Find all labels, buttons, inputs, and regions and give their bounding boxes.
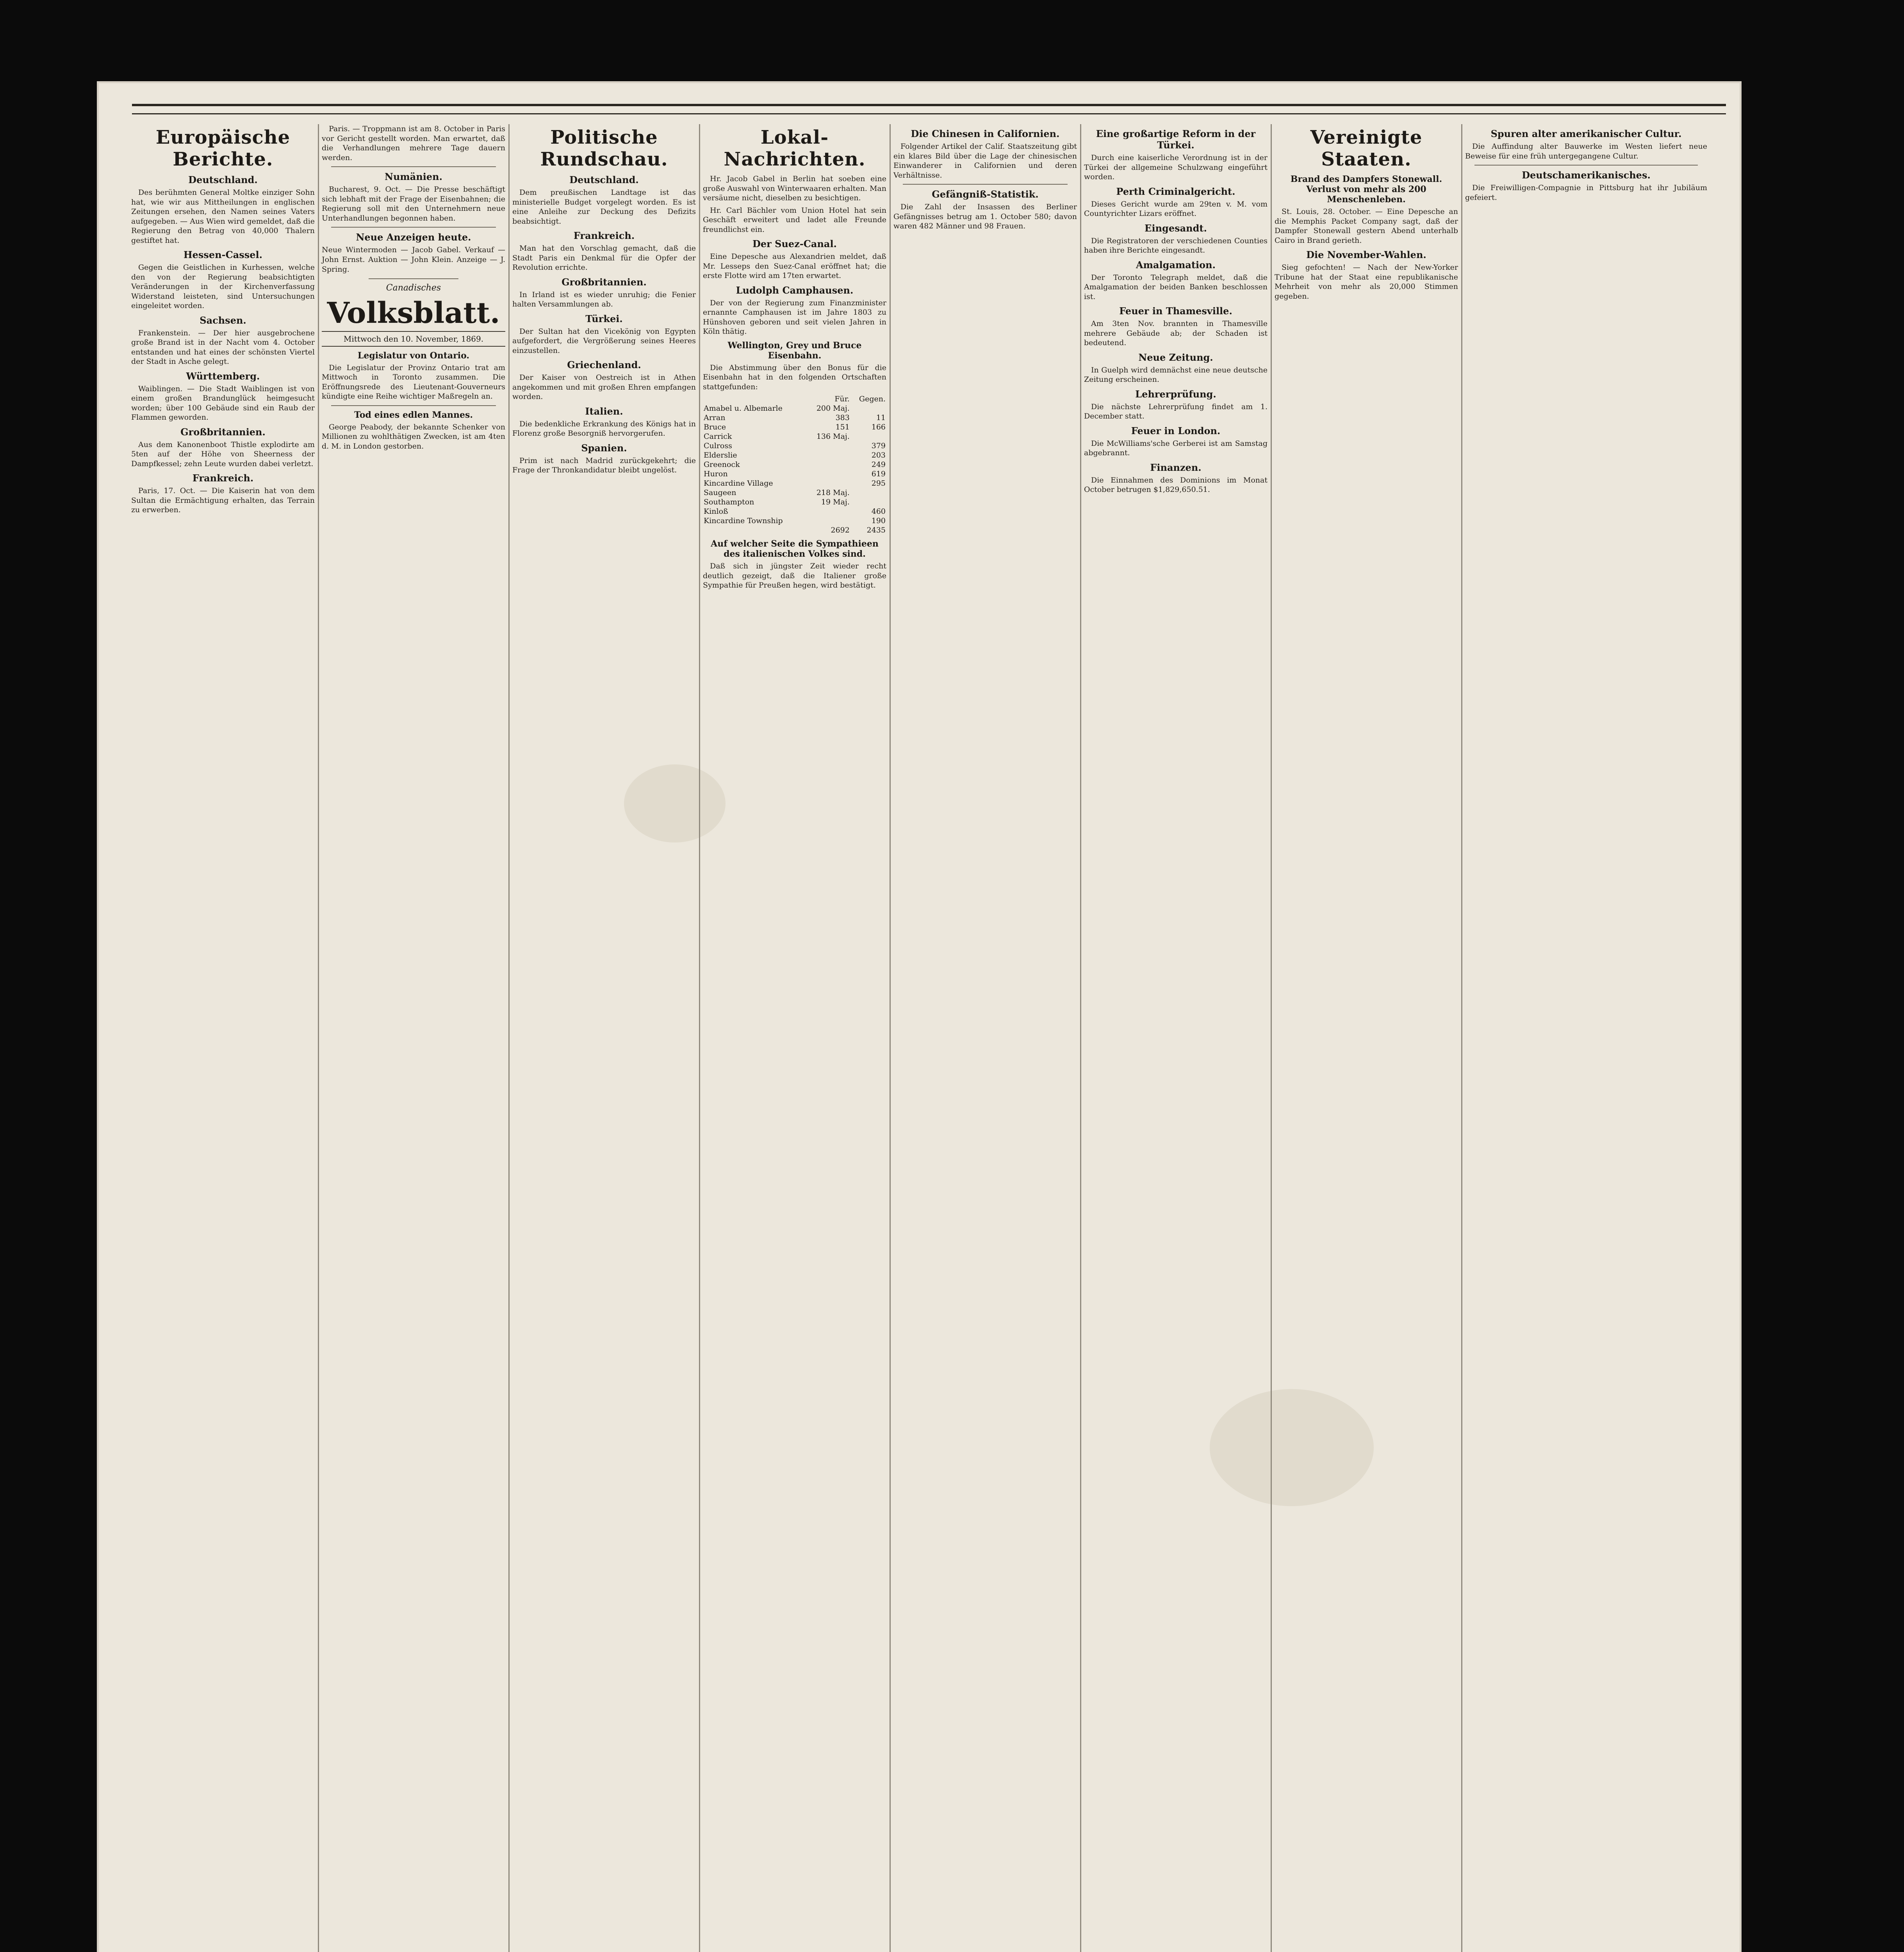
article-text: Am 3ten Nov. brannten in Thamesville mehrere Gebäude ab; der Schaden ist bedeutend. bbox=[1084, 319, 1268, 347]
table-row bbox=[703, 460, 886, 469]
table-header: Gegen. bbox=[859, 395, 886, 403]
table-cell: 190 bbox=[871, 516, 886, 525]
table-cell: Bruce bbox=[704, 423, 726, 431]
article-text: Der von der Regierung zum Finanzminister ernannte Camphausen ist im Jahre 1803 zu Hünshoven geboren und seit vielen Jahren in Köln thätig. bbox=[703, 298, 886, 336]
table-cell: Saugeen bbox=[704, 488, 736, 497]
article-text: Die Freiwilligen-Compagnie in Pittsburg hat ihr Jubiläum gefeiert. bbox=[1465, 183, 1707, 202]
masthead-dateline: Mittwoch den 10. November, 1869. bbox=[322, 331, 505, 347]
section-heading: Brand des Dampfers Stonewall. Verlust von mehr als 200 Menschenleben. bbox=[1290, 174, 1442, 205]
table-cell: 379 bbox=[871, 442, 886, 450]
column-political-review bbox=[509, 124, 700, 1952]
table-cell: Elderslie bbox=[704, 451, 737, 460]
table-row bbox=[703, 441, 886, 451]
ads-list: Neue Wintermoden — Jacob Gabel. Verkauf — John Ernst. Auktion — John Klein. Anzeige — J. Spring. bbox=[322, 246, 505, 274]
section-heading: Amalgamation. bbox=[1136, 259, 1216, 271]
section-heading: Wellington, Grey und Bruce Eisenbahn. bbox=[727, 340, 862, 361]
table-cell: 136 Maj. bbox=[816, 432, 850, 441]
article-text: Der Toronto Telegraph meldet, daß die Amalgamation der beiden Banken beschlossen ist. bbox=[1084, 273, 1268, 301]
top-rule bbox=[132, 104, 1726, 114]
table-row bbox=[703, 413, 886, 422]
article-text: Die nächste Lehrerprüfung findet am 1. December statt. bbox=[1084, 402, 1268, 420]
table-cell: 166 bbox=[871, 423, 886, 431]
table-cell: 218 Maj. bbox=[816, 488, 850, 497]
table-row bbox=[703, 451, 886, 460]
table-cell bbox=[806, 460, 850, 469]
section-heading: Deutschland. bbox=[188, 174, 258, 185]
table-cell bbox=[806, 451, 850, 460]
article-text: Die Zahl der Insassen des Berliner Gefängnisses betrug am 1. October 580; davon waren 482 Männer und 98 Frauen. bbox=[893, 203, 1077, 230]
article-text: In Irland ist es wieder unruhig; die Fenier halten Versammlungen ab. bbox=[512, 290, 696, 308]
table-cell: Huron bbox=[704, 470, 728, 478]
table-cell: 619 bbox=[871, 470, 886, 478]
section-heading: Die Chinesen in Californien. bbox=[911, 128, 1060, 139]
column-local-news bbox=[700, 124, 891, 1952]
table-row bbox=[703, 507, 886, 516]
article-text: Frankenstein. — Der hier ausgebrochene große Brand ist in der Nacht vom 4. October entstanden und hat eines der schönsten Viertel der Stadt in Asche gelegt. bbox=[131, 328, 315, 366]
table-cell: Carrick bbox=[704, 432, 732, 441]
table-row bbox=[703, 479, 886, 488]
table-cell bbox=[850, 488, 886, 497]
article-text: Hr. Carl Bächler vom Union Hotel hat sein Geschäft erweitert und ladet alle Freunde freundlichst ein. bbox=[703, 206, 886, 234]
table-cell: 11 bbox=[876, 413, 886, 422]
section-heading: Feuer in Thamesville. bbox=[1119, 305, 1232, 317]
section-heading: Numänien. bbox=[385, 171, 442, 182]
article-text: Dieses Gericht wurde am 29ten v. M. vom Countyrichter Lizars eröffnet. bbox=[1084, 199, 1268, 218]
table-header bbox=[703, 394, 806, 404]
masthead-title: Volksblatt. bbox=[327, 296, 500, 330]
column-turkey-reform bbox=[1081, 124, 1272, 1952]
section-heading: Deutschamerikanisches. bbox=[1522, 169, 1651, 181]
article-text: Die Registratoren der verschiedenen Counties haben ihre Berichte eingesandt. bbox=[1084, 236, 1268, 255]
table-row bbox=[703, 432, 886, 441]
table-cell bbox=[850, 404, 886, 413]
article-text: Die Einnahmen des Dominions im Monat October betrugen $1,829,650.51. bbox=[1084, 476, 1268, 494]
article-text: George Peabody, der bekannte Schenker von Millionen zu wohlthätigen Zwecken, ist am 4ten d. M. in London gestorben. bbox=[322, 422, 505, 451]
column-paris-masthead bbox=[319, 124, 510, 1952]
table-cell: Southampton bbox=[704, 498, 754, 506]
section-heading: Spuren alter amerikanischer Cultur. bbox=[1490, 128, 1682, 139]
section-heading: Tod eines edlen Mannes. bbox=[354, 410, 473, 420]
section-heading: Frankreich. bbox=[192, 472, 254, 484]
article-text: Daß sich in jüngster Zeit wieder recht deutlich gezeigt, daß die Italiener große Sympathie für Preußen hegen, wird bestätigt. bbox=[703, 562, 886, 590]
table-header-row bbox=[703, 394, 886, 404]
article-text: Die bedenkliche Erkrankung des Königs hat in Florenz große Besorgniß hervorgerufen. bbox=[512, 419, 696, 438]
table-cell: Kinloß bbox=[704, 507, 728, 516]
article-text: Die Abstimmung über den Bonus für die Eisenbahn hat in den folgenden Ortschaften stattgefunden: bbox=[703, 363, 886, 391]
table-cell: Kincardine Township bbox=[704, 516, 783, 525]
section-heading: Lehrerprüfung. bbox=[1135, 388, 1216, 400]
section-heading: Finanzen. bbox=[1150, 461, 1202, 473]
divider bbox=[1474, 165, 1698, 166]
divider bbox=[369, 278, 458, 279]
section-heading: Türkei. bbox=[585, 313, 623, 324]
table-cell bbox=[850, 497, 886, 507]
article-text: Der Kaiser von Oestreich ist in Athen angekommen und mit großen Ehren empfangen worden. bbox=[512, 373, 696, 401]
table-cell bbox=[806, 441, 850, 451]
table-cell: 460 bbox=[871, 507, 886, 516]
table-row bbox=[703, 516, 886, 525]
article-text: Man hat den Vorschlag gemacht, daß die Stadt Paris ein Denkmal für die Opfer der Revolution errichte. bbox=[512, 244, 696, 272]
section-heading: Hessen-Cassel. bbox=[183, 249, 263, 260]
section-heading: Neue Anzeigen heute. bbox=[356, 232, 471, 243]
article-text: Sieg gefochten! — Nach der New-Yorker Tribune hat der Staat eine republikanische Mehrheit von mehr als 20,000 Stimmen gegeben. bbox=[1275, 263, 1458, 301]
section-heading: Griechenland. bbox=[567, 359, 641, 370]
newspaper-page bbox=[97, 81, 1742, 1952]
section-heading: Württemberg. bbox=[186, 370, 260, 382]
table-cell bbox=[806, 479, 850, 488]
article-text: Des berühmten General Moltke einziger Sohn hat, wie wir aus Mittheilungen in englischen Zeitungen ersehen, den Namen seines Vaters aufgegeben. — Aus Wien wird gemeldet, daß die Regierung den Betrag von 40,000 Thalern gestiftet hat. bbox=[131, 188, 315, 245]
table-cell: 151 bbox=[835, 423, 850, 431]
article-text: In Guelph wird demnächst eine neue deutsche Zeitung erscheinen. bbox=[1084, 365, 1268, 384]
column-us-continued bbox=[1462, 124, 1710, 1952]
section-heading: Sachsen. bbox=[200, 314, 246, 326]
table-cell: 2692 bbox=[831, 526, 850, 534]
column-european-reports bbox=[128, 124, 319, 1952]
column-title: Vereinigte Staaten. bbox=[1310, 126, 1423, 170]
table-cell bbox=[806, 516, 850, 525]
section-heading: Ludolph Camphausen. bbox=[736, 284, 854, 296]
article-text: St. Louis, 28. October. — Eine Depesche an die Memphis Packet Company sagt, daß der Dampfer Stonewall gestern Abend unterhalb Cairo in Brand gerieth. bbox=[1275, 207, 1458, 245]
section-heading: Perth Criminalgericht. bbox=[1116, 185, 1235, 197]
divider bbox=[331, 166, 496, 167]
section-heading: Neue Zeitung. bbox=[1138, 351, 1213, 363]
section-heading: Großbritannien. bbox=[180, 426, 266, 438]
table-cell: Arran bbox=[704, 413, 726, 422]
table-cell bbox=[806, 507, 850, 516]
article-text: Paris, 17. Oct. — Die Kaiserin hat von dem Sultan die Ermächtigung erhalten, das Terrain zu erwerben. bbox=[131, 486, 315, 514]
table-cell bbox=[850, 432, 886, 441]
table-cell: Greenock bbox=[704, 460, 740, 469]
table-row bbox=[703, 469, 886, 479]
table-cell bbox=[703, 525, 806, 535]
table-cell: Amabel u. Albemarle bbox=[704, 404, 783, 413]
article-text: Dem preußischen Landtage ist das ministerielle Budget vorgelegt worden. Es ist eine Anleihe zur Deckung des Defizits beabsichtigt. bbox=[512, 188, 696, 226]
section-heading: Feuer in London. bbox=[1131, 425, 1221, 436]
column-title: Europäische Berichte. bbox=[155, 126, 291, 170]
table-cell: 2435 bbox=[866, 526, 886, 534]
section-heading: Legislatur von Ontario. bbox=[357, 350, 470, 361]
divider bbox=[903, 184, 1068, 185]
article-text: Bucharest, 9. Oct. — Die Presse beschäftigt sich lebhaft mit der Frage der Eisenbahnen; die Regierung soll mit den Unternehmern neue Unterhandlungen begonnen haben. bbox=[322, 185, 505, 223]
section-heading: Auf welcher Seite die Sympathieen des italienischen Volkes sind. bbox=[711, 539, 879, 559]
divider bbox=[331, 405, 496, 406]
table-row bbox=[703, 488, 886, 497]
table-cell: 200 Maj. bbox=[816, 404, 850, 413]
article-text: Folgender Artikel der Calif. Staatszeitung gibt ein klares Bild über die Lage der chinesischen Einwanderer in Californien und deren Verhältnisse. bbox=[893, 142, 1077, 180]
vote-table-body bbox=[703, 404, 886, 525]
article-text: Gegen die Geistlichen in Kurhessen, welche den von der Regierung beabsichtigten Veränderungen in der Kirchenverfassung Widerstand leisteten, sind Untersuchungen eingeleitet worden. bbox=[131, 263, 315, 310]
article-text: Paris. — Troppmann ist am 8. October in Paris vor Gericht gestellt worden. Man erwartet, daß die Verhandlungen mehrere Tage dauern werden. bbox=[322, 125, 505, 162]
table-cell: 295 bbox=[871, 479, 886, 488]
table-row bbox=[703, 422, 886, 432]
section-heading: Eingesandt. bbox=[1145, 222, 1207, 234]
section-heading: Deutschland. bbox=[569, 174, 639, 185]
section-heading: Der Suez-Canal. bbox=[752, 238, 837, 249]
article-text: Hr. Jacob Gabel in Berlin hat soeben eine große Auswahl von Winterwaaren erhalten. Man versäume nicht, dieselben zu besichtigen. bbox=[703, 175, 886, 202]
article-text: Durch eine kaiserliche Verordnung ist in der Türkei der allgemeine Schulzwang eingeführt worden. bbox=[1084, 153, 1268, 181]
article-text: Eine Depesche aus Alexandrien meldet, daß Mr. Lesseps den Suez-Canal eröffnet hat; die erste Flotte wird am 17ten erwartet. bbox=[703, 252, 886, 280]
table-row bbox=[703, 497, 886, 507]
table-cell: 249 bbox=[871, 460, 886, 469]
table-cell: 203 bbox=[871, 451, 886, 460]
article-text: Prim ist nach Madrid zurückgekehrt; die Frage der Thronkandidatur bleibt ungelöst. bbox=[512, 456, 696, 474]
table-row bbox=[703, 404, 886, 413]
column-united-states bbox=[1271, 124, 1462, 1952]
table-total-row bbox=[703, 525, 886, 535]
article-text: Aus dem Kanonenboot Thistle explodirte am 5ten auf der Höhe von Sheerness der Dampfkessel; zehn Leute wurden dabei verletzt. bbox=[131, 440, 315, 468]
section-heading: Großbritannien. bbox=[562, 276, 647, 288]
article-text: Die Legislatur der Provinz Ontario trat am Mittwoch in Toronto zusammen. Die Eröffnungsrede des Lieutenant-Gouverneurs kündigte eine Reihe wichtiger Maßregeln an. bbox=[322, 363, 505, 401]
vote-table bbox=[703, 394, 886, 535]
table-cell: 383 bbox=[835, 413, 850, 422]
table-cell: Kincardine Village bbox=[704, 479, 773, 488]
column-title: Lokal-Nachrichten. bbox=[724, 126, 866, 170]
article-text: Die McWilliams'sche Gerberei ist am Samstag abgebrannt. bbox=[1084, 439, 1268, 457]
article-text: Waiblingen. — Die Stadt Waiblingen ist von einem großen Brandunglück heimgesucht worden; über 100 Gebäude sind ein Raub der Flammen geworden. bbox=[131, 384, 315, 422]
section-heading: Frankreich. bbox=[573, 230, 635, 241]
column-title: Politische Rundschau. bbox=[540, 126, 668, 170]
section-heading: Gefängniß-Statistik. bbox=[932, 189, 1039, 200]
section-heading: Italien. bbox=[585, 405, 623, 417]
table-header: Für. bbox=[834, 395, 850, 403]
section-heading: Eine großartige Reform in der Türkei. bbox=[1096, 128, 1256, 151]
masthead-kicker: Canadisches bbox=[386, 283, 441, 293]
article-text: Die Auffindung alter Bauwerke im Westen liefert neue Beweise für eine früh untergegangene Cultur. bbox=[1465, 142, 1707, 160]
divider bbox=[331, 227, 496, 228]
article-text: Der Sultan hat den Vicekönig von Egypten aufgefordert, die Vergrößerung seines Heeres einzustellen. bbox=[512, 327, 696, 355]
section-heading: Spanien. bbox=[581, 442, 627, 454]
section-heading: Die November-Wahlen. bbox=[1306, 249, 1426, 260]
table-cell bbox=[806, 469, 850, 479]
column-chinese-california bbox=[890, 124, 1081, 1952]
table-cell: Culross bbox=[704, 442, 732, 450]
table-cell: 19 Maj. bbox=[821, 498, 850, 506]
